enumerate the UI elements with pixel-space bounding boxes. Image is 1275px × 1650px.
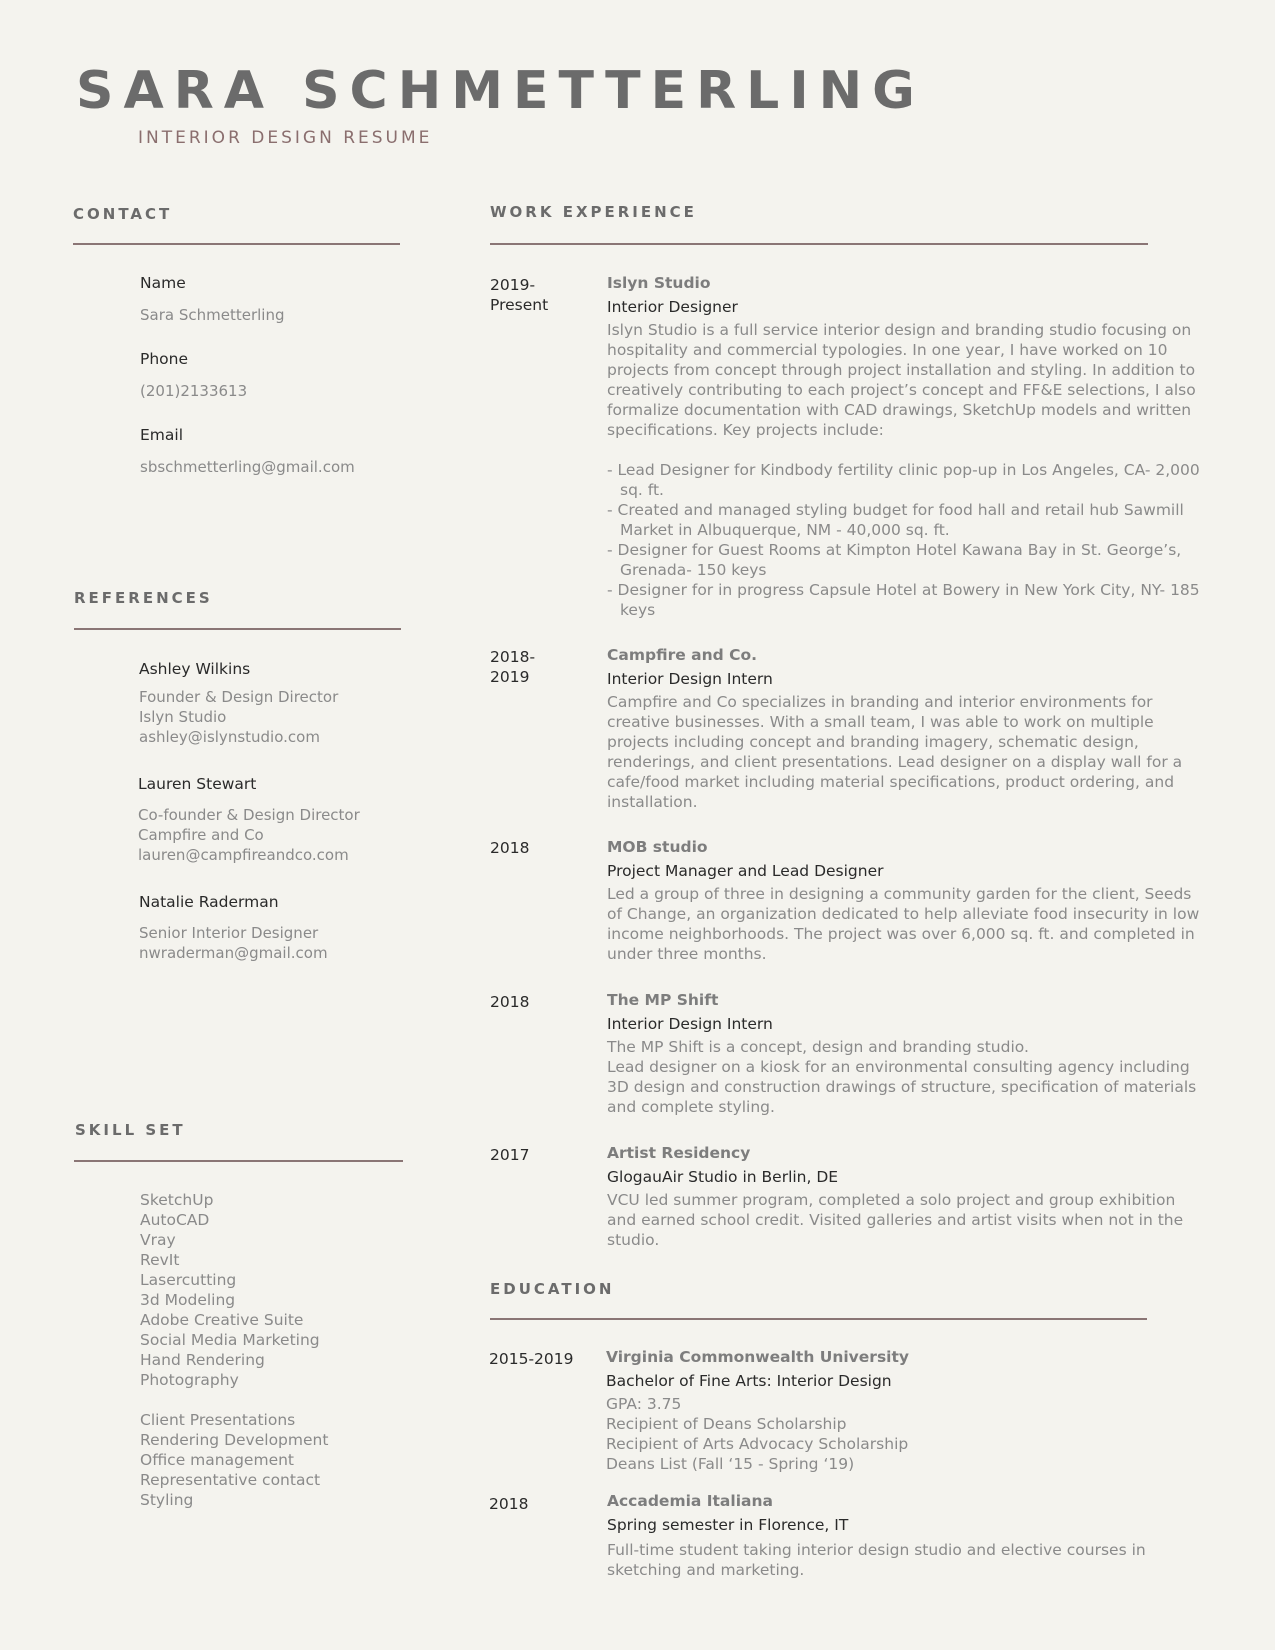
education-line: GPA: 3.75 <box>606 1395 682 1413</box>
work-title: WORK EXPERIENCE <box>490 203 697 221</box>
education-details <box>606 1394 1206 1474</box>
job-role: Interior Design Intern <box>607 670 773 688</box>
job-entry <box>607 1144 1207 1250</box>
reference-line: Campfire and Co <box>138 826 264 844</box>
reference-line: Senior Interior Designer <box>139 924 319 942</box>
references-divider <box>74 628 401 630</box>
reference-line: nwraderman@gmail.com <box>139 944 328 962</box>
contact-phone-label: Phone <box>140 350 189 368</box>
job-bullet: - Designer for Guest Rooms at Kimpton Hotel Kawana Bay in St. George’s, Grenada- 150 keys <box>607 541 1182 579</box>
education-line: Recipient of Deans Scholarship <box>606 1415 847 1433</box>
contact-email-value: sbschmetterling@gmail.com <box>140 458 355 476</box>
education-school: Virginia Commonwealth University <box>606 1348 909 1366</box>
job-bullet: - Lead Designer for Kindbody fertility clinic pop-up in Los Angeles, CA- 2,000 sq. ft. <box>607 461 1200 499</box>
skill-item: Client Presentations <box>140 1411 296 1429</box>
reference-name: Natalie Raderman <box>139 893 279 911</box>
education-entry <box>606 1348 1206 1474</box>
education-description: Full-time student taking interior design studio and elective courses in sketching and marketing. <box>607 1541 1146 1579</box>
skill-item: AutoCAD <box>140 1211 210 1229</box>
skill-item: RevIt <box>140 1251 180 1269</box>
skill-item: Rendering Development <box>140 1431 329 1449</box>
skill-item: Social Media Marketing <box>140 1331 320 1349</box>
job-company: Islyn Studio <box>607 274 711 292</box>
job-bullet: - Designer for in progress Capsule Hotel at Bowery in New York City, NY- 185 keys <box>607 581 1200 619</box>
reference-item <box>138 775 360 865</box>
job-description: VCU led summer program, completed a solo project and group exhibition and earned school credit. Visited galleries and artist visits when not in the studio. <box>607 1191 1184 1249</box>
reference-details <box>139 687 338 747</box>
reference-line: Co-founder & Design Director <box>138 806 360 824</box>
job-company: Artist Residency <box>607 1144 751 1162</box>
job-role: Interior Design Intern <box>607 1015 773 1033</box>
job-entry <box>607 274 1207 620</box>
reference-item <box>139 893 328 963</box>
education-year: 2015-2019 <box>489 1350 574 1368</box>
job-year: 2018- 2019 <box>490 648 536 686</box>
job-company: The MP Shift <box>607 991 719 1009</box>
resume-name: SARA SCHMETTERLING <box>76 61 925 121</box>
skill-item: Photography <box>140 1371 239 1389</box>
job-bullet: - Created and managed styling budget for food hall and retail hub Sawmill Market in Albuquerque, NM - 40,000 sq. ft. <box>607 501 1184 539</box>
education-entry <box>607 1492 1207 1580</box>
skill-item: Vray <box>140 1231 176 1249</box>
education-degree: Bachelor of Fine Arts: Interior Design <box>606 1372 892 1390</box>
job-entry <box>607 838 1207 964</box>
job-year: 2017 <box>490 1146 530 1164</box>
skill-item: Styling <box>140 1491 194 1509</box>
job-year: 2019- Present <box>490 276 549 314</box>
job-year: 2018 <box>490 839 530 857</box>
education-line: Recipient of Arts Advocacy Scholarship <box>606 1435 909 1453</box>
job-company: MOB studio <box>607 838 708 856</box>
skills-list <box>140 1190 328 1510</box>
skill-item: Office management <box>140 1451 295 1469</box>
job-entry <box>607 991 1207 1117</box>
skill-item: 3d Modeling <box>140 1291 236 1309</box>
skill-item: Lasercutting <box>140 1271 237 1289</box>
education-degree: Spring semester in Florence, IT <box>607 1516 849 1534</box>
reference-details <box>139 923 328 963</box>
skill-item: Representative contact <box>140 1471 321 1489</box>
reference-line: lauren@campfireandco.com <box>138 846 349 864</box>
skills-divider <box>74 1160 403 1162</box>
education-line: Deans List (Fall ‘15 - Spring ‘19) <box>606 1455 855 1473</box>
resume-subtitle: INTERIOR DESIGN RESUME <box>138 128 433 148</box>
contact-title: CONTACT <box>73 205 173 223</box>
job-description: Led a group of three in designing a community garden for the client, Seeds of Change, an organization dedicated to help alleviate food insecurity in low income neighborhoods. The project was over 6,000 sq. ft. and completed in under three months. <box>607 885 1200 963</box>
references-title: REFERENCES <box>74 589 213 607</box>
job-entry <box>607 646 1207 812</box>
skill-item: Adobe Creative Suite <box>140 1311 304 1329</box>
job-description: The MP Shift is a concept, design and branding studio. <box>607 1038 1029 1056</box>
job-role: Interior Designer <box>607 298 738 316</box>
contact-name-value: Sara Schmetterling <box>140 306 285 324</box>
job-description: Campfire and Co specializes in branding and interior environments for creative businesses. With a small team, I was able to work on multiple projects including concept and branding imagery, schematic design, renderings, and client presentations. Lead designer on a display wall for a cafe/food market including material specifications, product ordering, and installation. <box>607 693 1183 811</box>
contact-name-label: Name <box>140 274 186 292</box>
skill-item: Hand Rendering <box>140 1351 265 1369</box>
skill-item: SketchUp <box>140 1191 214 1209</box>
reference-line: Islyn Studio <box>139 708 227 726</box>
job-description-extra: Lead designer on a kiosk for an environmental consulting agency including 3D design and construction drawings of structure, specification of materials and complete styling. <box>607 1058 1197 1116</box>
reference-item <box>139 660 338 747</box>
contact-email-label: Email <box>140 426 184 444</box>
job-year: 2018 <box>490 993 530 1011</box>
reference-details <box>138 805 360 865</box>
reference-name: Lauren Stewart <box>138 775 257 793</box>
skills-title: SKILL SET <box>75 1121 186 1139</box>
contact-phone-value: (201)2133613 <box>140 382 248 400</box>
job-role: GlogauAir Studio in Berlin, DE <box>607 1168 839 1186</box>
reference-name: Ashley Wilkins <box>139 660 251 678</box>
education-divider <box>490 1318 1147 1320</box>
reference-line: ashley@islynstudio.com <box>139 728 320 746</box>
job-role: Project Manager and Lead Designer <box>607 862 884 880</box>
job-bullets <box>607 460 1207 620</box>
contact-divider <box>73 243 400 245</box>
education-title: EDUCATION <box>490 1280 615 1298</box>
education-year: 2018 <box>489 1495 529 1513</box>
reference-line: Founder & Design Director <box>139 688 339 706</box>
education-school: Accademia Italiana <box>607 1492 773 1510</box>
work-divider <box>490 243 1148 245</box>
job-company: Campfire and Co. <box>607 646 758 664</box>
job-description: Islyn Studio is a full service interior design and branding studio focusing on hospitality and commercial typologies. In one year, I have worked on 10 projects from concept through project installation and styling. In addition to creatively contributing to each project’s concept and FF&E selections, I also formalize documentation with CAD drawings, SketchUp models and written specifications. Key projects include: <box>607 321 1196 439</box>
